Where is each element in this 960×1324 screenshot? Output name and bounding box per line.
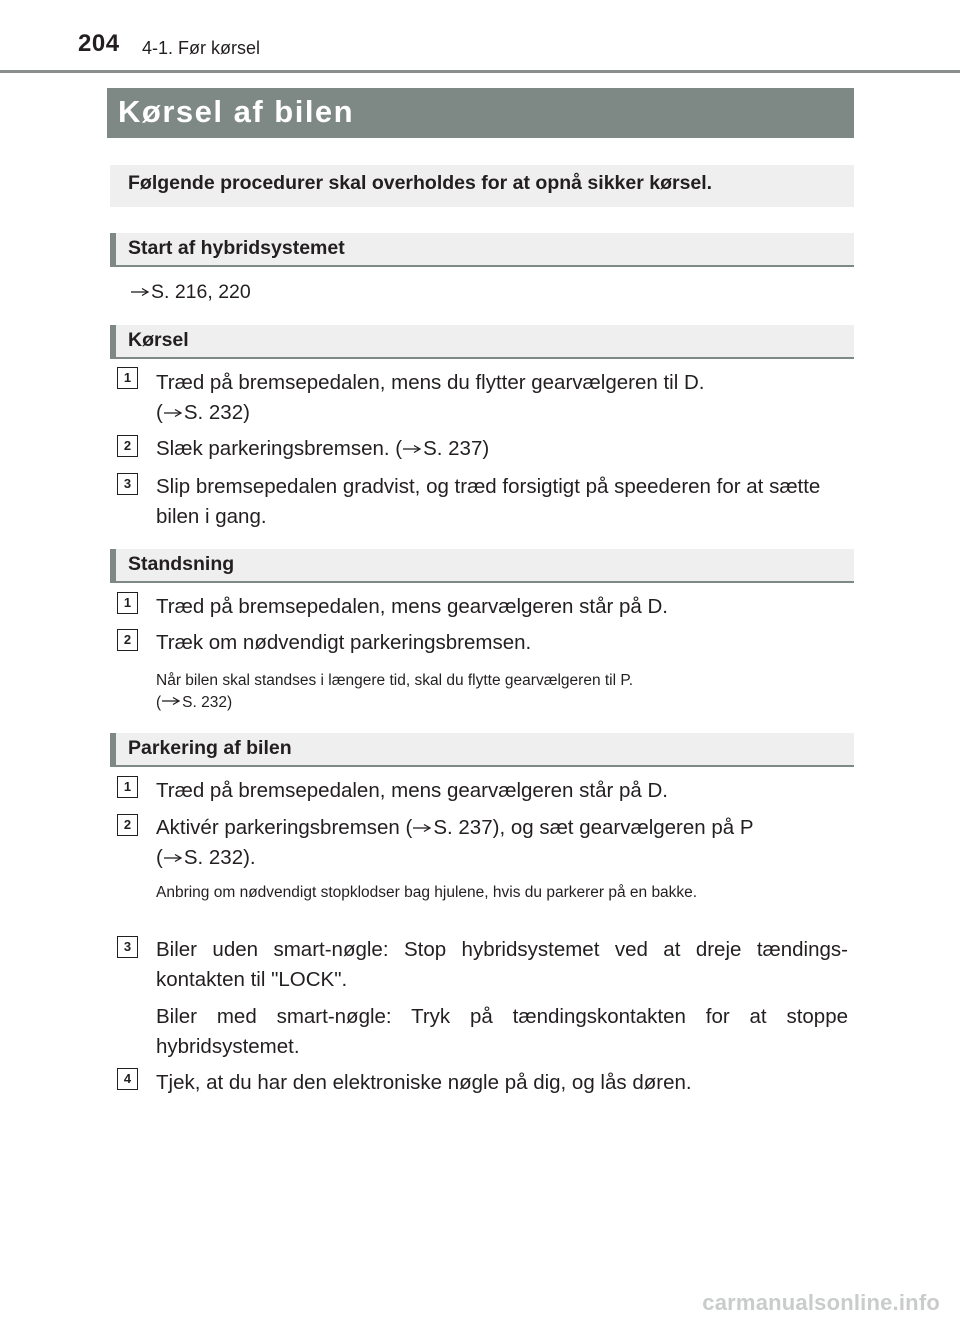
step-number: 4	[117, 1068, 138, 1090]
header-divider	[0, 70, 960, 73]
step-text: Træd på bremsepedalen, mens gearvælgeren står på D.	[156, 595, 668, 618]
heading-parking	[110, 733, 854, 767]
heading-text: Parkering af bilen	[128, 737, 292, 759]
arrow-right-icon	[402, 444, 422, 454]
page-title: Kørsel af bilen	[118, 94, 355, 129]
step-number: 3	[117, 936, 138, 958]
step-number: 1	[117, 367, 138, 389]
arrow-right-icon	[161, 696, 181, 706]
heading-text: Kørsel	[128, 329, 189, 351]
section-label: 4-1. Før kørsel	[142, 38, 261, 58]
heading-stopping	[110, 549, 854, 583]
step-number: 3	[117, 473, 138, 495]
step-text: Tjek, at du har den elektroniske nøgle på dig, og lås døren.	[156, 1071, 692, 1094]
heading-text: Standsning	[128, 553, 235, 575]
heading-driving	[110, 325, 854, 359]
heading-start-hybrid	[110, 233, 854, 267]
step-number: 2	[117, 435, 138, 457]
watermark: carmanualsonline.info	[702, 1290, 940, 1315]
step-text-main: Slæk parkeringsbremsen. (	[156, 437, 403, 460]
step-number: 2	[117, 629, 138, 651]
page-reference[interactable]: S. 237)	[423, 437, 490, 460]
step-text: Træd på bremsepedalen, mens du flytter gearvælgeren til D. ( S. 232)	[156, 371, 705, 424]
step-text: Træd på bremsepedalen, mens gearvælgeren står på D.	[156, 779, 668, 802]
step-text: Slip bremsepedalen gradvist, og træd forsigtigt på speederen for at sætte bilen i gang.	[156, 475, 821, 528]
arrow-right-icon	[163, 853, 183, 863]
step-text-secondary: Biler med smart-nøgle: Tryk på tændingskontakten for at stoppe hybridsystemet.	[156, 1005, 848, 1058]
start-reference-pages: S. 216, 220	[151, 281, 251, 303]
step-text: Træk om nødvendigt parkeringsbremsen.	[156, 631, 532, 654]
arrow-right-icon	[163, 408, 183, 418]
step-number: 2	[117, 814, 138, 836]
step-number: 1	[117, 592, 138, 614]
step-text-main: Aktivér parkeringsbremsen (	[156, 816, 413, 839]
page-reference[interactable]: S. 232)	[183, 401, 250, 424]
step-number: 1	[117, 776, 138, 798]
page-reference[interactable]: S. 232).	[183, 846, 256, 869]
note-text: Når bilen skal standses i længere tid, skal du flytte gearvælgeren til P. ( S. 232)	[156, 672, 634, 711]
step-text	[156, 434, 848, 464]
note-text-main: Når bilen skal standses i længere tid, skal du flytte gearvælgeren til P.	[156, 672, 634, 689]
heading-text: Start af hybridsystemet	[128, 237, 345, 259]
intro-text: Følgende procedurer skal overholdes for at opnå sikker kørsel.	[128, 172, 713, 194]
title-bar	[107, 88, 854, 138]
step-text: Biler uden smart-nøgle: Stop hybridsystemet ved at dreje tændings-kontakten til "LOCK".	[156, 938, 848, 991]
page-reference[interactable]: S. 232)	[182, 694, 233, 711]
step-text-main: Træd på bremsepedalen, mens du flytter gearvælgeren til D.	[156, 371, 705, 394]
page-number: 204	[78, 30, 120, 57]
step-text: Aktivér parkeringsbremsen ( S. 237), og sæt gearvælgeren på P ( S. 232).	[156, 816, 754, 869]
note-text: Anbring om nødvendigt stopklodser bag hjulene, hvis du parkerer på en bakke.	[156, 884, 698, 901]
page-reference[interactable]: S. 237), og sæt gearvælgeren på P	[433, 816, 754, 839]
arrow-right-icon	[130, 287, 150, 297]
start-reference[interactable]	[130, 281, 251, 304]
intro-box	[110, 165, 854, 207]
arrow-right-icon	[412, 823, 432, 833]
